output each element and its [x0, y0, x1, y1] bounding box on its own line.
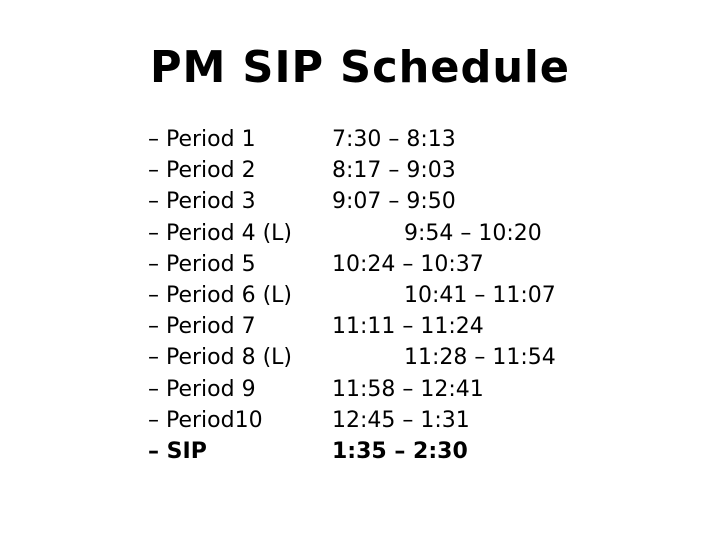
- period-time: 8:17 – 9:03: [332, 158, 456, 184]
- period-label: – Period 1: [148, 127, 256, 152]
- period-time: 11:28 – 11:54: [404, 345, 556, 371]
- period-label: – Period 4 (L): [148, 220, 292, 246]
- period-time: 10:24 – 10:37: [332, 251, 484, 277]
- period-label: – Period 3: [148, 189, 256, 215]
- period-label: – Period10: [148, 407, 263, 433]
- period-time-column: [332, 124, 592, 467]
- period-time: 11:58 – 12:41: [332, 376, 484, 402]
- period-label: – Period 7: [148, 314, 256, 340]
- period-label: – Period 5: [148, 251, 256, 277]
- period-time: 11:11 – 11:24: [332, 314, 484, 340]
- period-label: – SIP: [148, 438, 207, 464]
- period-time: 1:35 – 2:30: [332, 438, 468, 464]
- period-label-column: [148, 124, 338, 467]
- period-time: 10:41 – 11:07: [404, 282, 556, 308]
- period-time: 7:30 – 8:13: [332, 127, 456, 152]
- period-label: – Period 9: [148, 376, 256, 402]
- period-label: – Period 8 (L): [148, 345, 292, 371]
- period-label: – Period 6 (L): [148, 282, 292, 308]
- period-label: – Period 2: [148, 158, 256, 184]
- period-time: 9:07 – 9:50: [332, 189, 456, 215]
- slide-title: PM SIP Schedule: [149, 42, 571, 93]
- period-time: 12:45 – 1:31: [332, 407, 470, 433]
- period-time: 9:54 – 10:20: [404, 220, 542, 246]
